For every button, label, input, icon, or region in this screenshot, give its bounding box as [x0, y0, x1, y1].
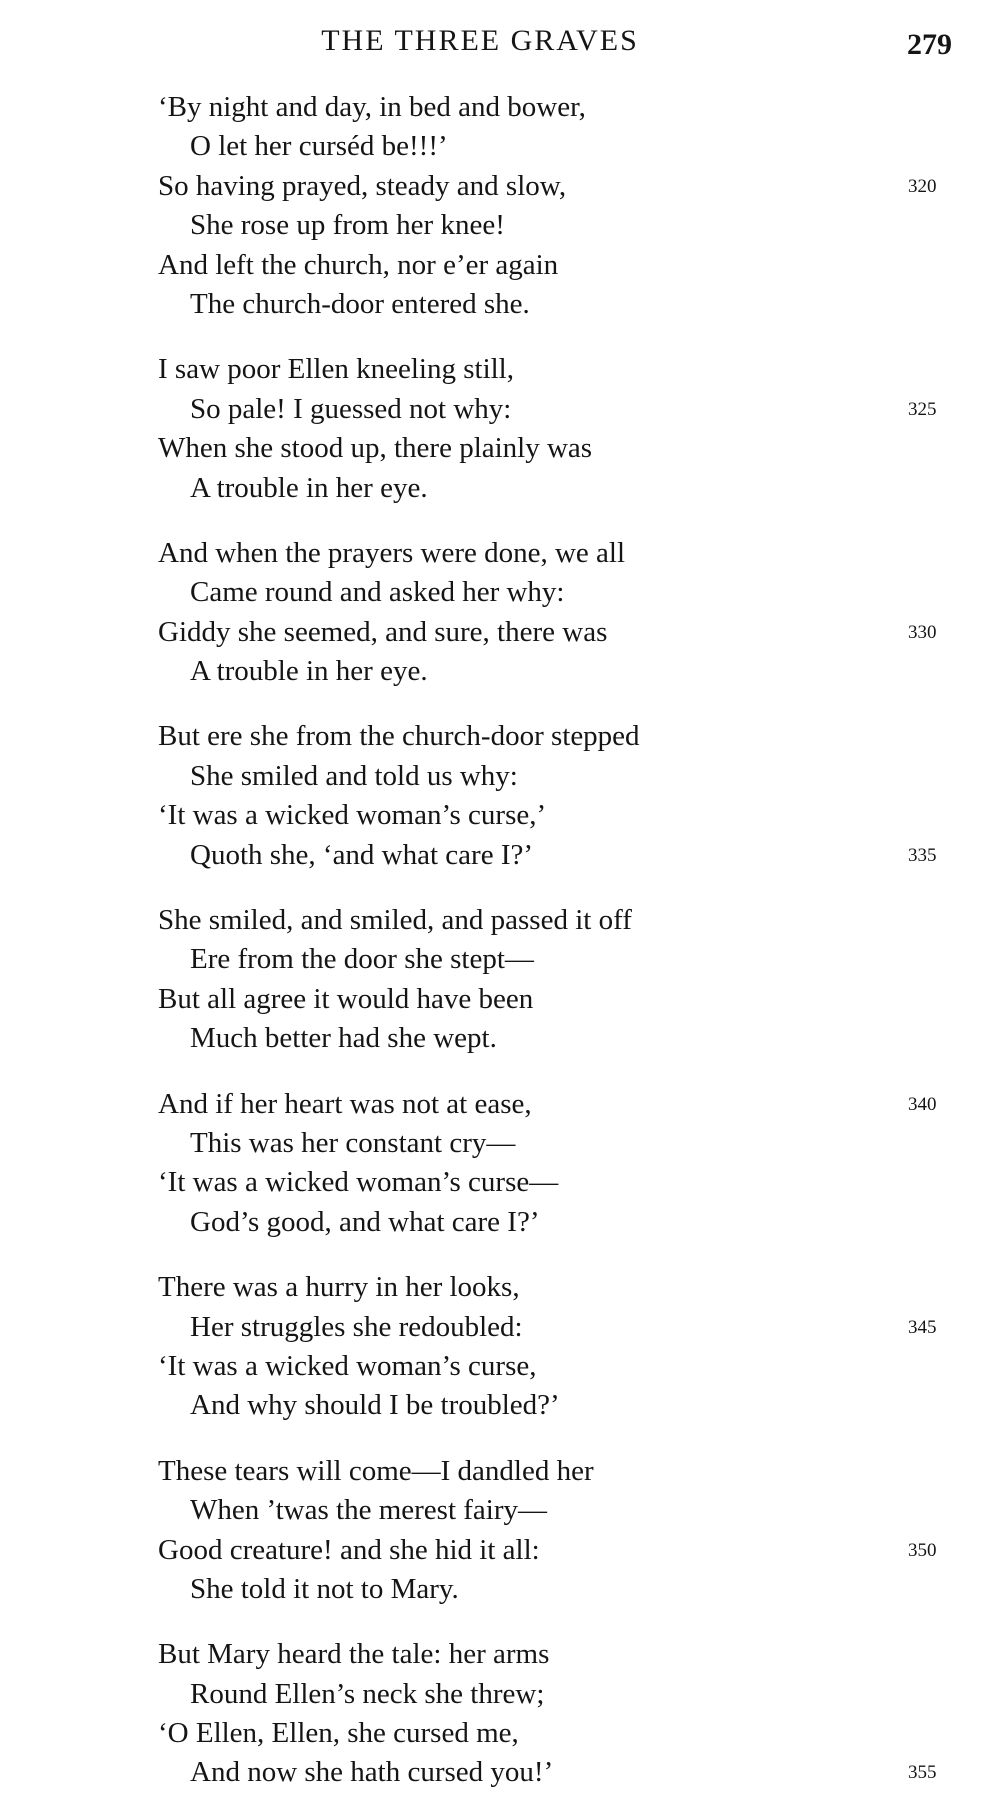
verse-line — [158, 246, 958, 285]
verse-text: But all agree it would have been — [158, 982, 534, 1015]
verse-line — [158, 1347, 958, 1386]
verse-line — [158, 717, 958, 756]
verse-line — [158, 1308, 958, 1347]
verse-text: God’s good, and what care I?’ — [190, 1205, 540, 1238]
verse-line — [158, 757, 958, 796]
verse-line — [158, 285, 958, 324]
verse-text: So pale! I guessed not why: — [190, 392, 512, 425]
poem-body — [158, 88, 958, 1819]
verse-line — [158, 167, 958, 206]
verse-text: And now she hath cursed you!’ — [190, 1756, 554, 1789]
verse-line — [158, 613, 958, 652]
verse-text: ‘It was a wicked woman’s curse,’ — [158, 799, 547, 832]
verse-line — [158, 1531, 958, 1570]
verse-line — [158, 429, 958, 468]
verse-line — [158, 534, 958, 573]
line-number: 340 — [908, 1093, 937, 1115]
line-number: 320 — [908, 175, 937, 197]
verse-text: She smiled and told us why: — [190, 759, 518, 792]
verse-text: Good creature! and she hid it all: — [158, 1533, 540, 1566]
verse-text: She told it not to Mary. — [190, 1572, 459, 1605]
verse-text: These tears will come—I dandled her — [158, 1454, 594, 1487]
verse-text: A trouble in her eye. — [190, 471, 428, 504]
verse-text: Giddy she seemed, and sure, there was — [158, 615, 608, 648]
verse-text: I saw poor Ellen kneeling still, — [158, 353, 514, 386]
verse-text: The church-door entered she. — [190, 287, 530, 320]
verse-line — [158, 901, 958, 940]
verse-line — [158, 127, 958, 166]
verse-line — [158, 1491, 958, 1530]
verse-text: Came round and asked her why: — [190, 576, 565, 609]
verse-text: But Mary heard the tale: her arms — [158, 1638, 550, 1671]
verse-text: And when the prayers were done, we all — [158, 536, 626, 569]
verse-line — [158, 206, 958, 245]
line-number: 355 — [908, 1762, 937, 1784]
line-number: 345 — [908, 1316, 937, 1338]
verse-line — [158, 1268, 958, 1307]
verse-text: Round Ellen’s neck she threw; — [190, 1677, 545, 1710]
verse-text: Ere from the door she stept— — [190, 943, 534, 976]
verse-text: When ’twas the merest fairy— — [190, 1494, 548, 1527]
verse-line — [158, 1386, 958, 1425]
stanza — [158, 534, 958, 692]
line-number: 350 — [908, 1539, 937, 1561]
verse-text: Quoth she, ‘and what care I?’ — [190, 838, 534, 871]
line-number: 335 — [908, 844, 937, 866]
verse-text: There was a hurry in her looks, — [158, 1271, 520, 1304]
verse-line — [158, 1675, 958, 1714]
verse-line — [158, 796, 958, 835]
verse-text: ‘O Ellen, Ellen, she cursed me, — [158, 1717, 519, 1750]
verse-text: And why should I be troubled?’ — [190, 1389, 560, 1422]
verse-line — [158, 1163, 958, 1202]
verse-line — [158, 469, 958, 508]
verse-text: This was her constant cry— — [190, 1126, 516, 1159]
stanza — [158, 350, 958, 508]
verse-line — [158, 980, 958, 1019]
verse-line — [158, 652, 958, 691]
verse-line — [158, 1753, 958, 1792]
verse-text: She rose up from her knee! — [190, 209, 505, 242]
verse-line — [158, 390, 958, 429]
page-number: 279 — [907, 28, 952, 61]
verse-text: So having prayed, steady and slow, — [158, 169, 567, 202]
verse-line — [158, 836, 958, 875]
verse-line — [158, 350, 958, 389]
verse-text: She smiled, and smiled, and passed it off — [158, 904, 632, 937]
verse-text: And left the church, nor e’er again — [158, 248, 559, 281]
verse-line — [158, 573, 958, 612]
verse-text: When she stood up, there plainly was — [158, 432, 593, 465]
verse-line — [158, 1085, 958, 1124]
stanza — [158, 88, 958, 324]
verse-text: O let her curséd be!!!’ — [190, 130, 448, 163]
verse-text: But ere she from the church-door stepped — [158, 720, 640, 753]
stanza — [158, 901, 958, 1059]
line-number: 330 — [908, 621, 937, 643]
verse-line — [158, 940, 958, 979]
stanza — [158, 1085, 958, 1243]
stanza — [158, 1268, 958, 1426]
verse-line — [158, 1203, 958, 1242]
verse-line — [158, 1714, 958, 1753]
stanza — [158, 1635, 958, 1793]
verse-line — [158, 1570, 958, 1609]
verse-text: ‘It was a wicked woman’s curse, — [158, 1349, 537, 1382]
verse-text: Much better had she wept. — [190, 1022, 497, 1055]
verse-text: Her struggles she redoubled: — [190, 1310, 523, 1343]
verse-text: ‘It was a wicked woman’s curse— — [158, 1166, 559, 1199]
verse-text: A trouble in her eye. — [190, 655, 428, 688]
verse-line — [158, 88, 958, 127]
verse-text: ‘By night and day, in bed and bower, — [158, 91, 586, 123]
stanza — [158, 1452, 958, 1610]
verse-line — [158, 1019, 958, 1058]
verse-line — [158, 1635, 958, 1674]
verse-line — [158, 1124, 958, 1163]
verse-text: And if her heart was not at ease, — [158, 1087, 532, 1120]
verse-line — [158, 1452, 958, 1491]
line-number: 325 — [908, 398, 937, 420]
stanza — [158, 717, 958, 875]
running-title: THE THREE GRAVES — [321, 24, 639, 57]
